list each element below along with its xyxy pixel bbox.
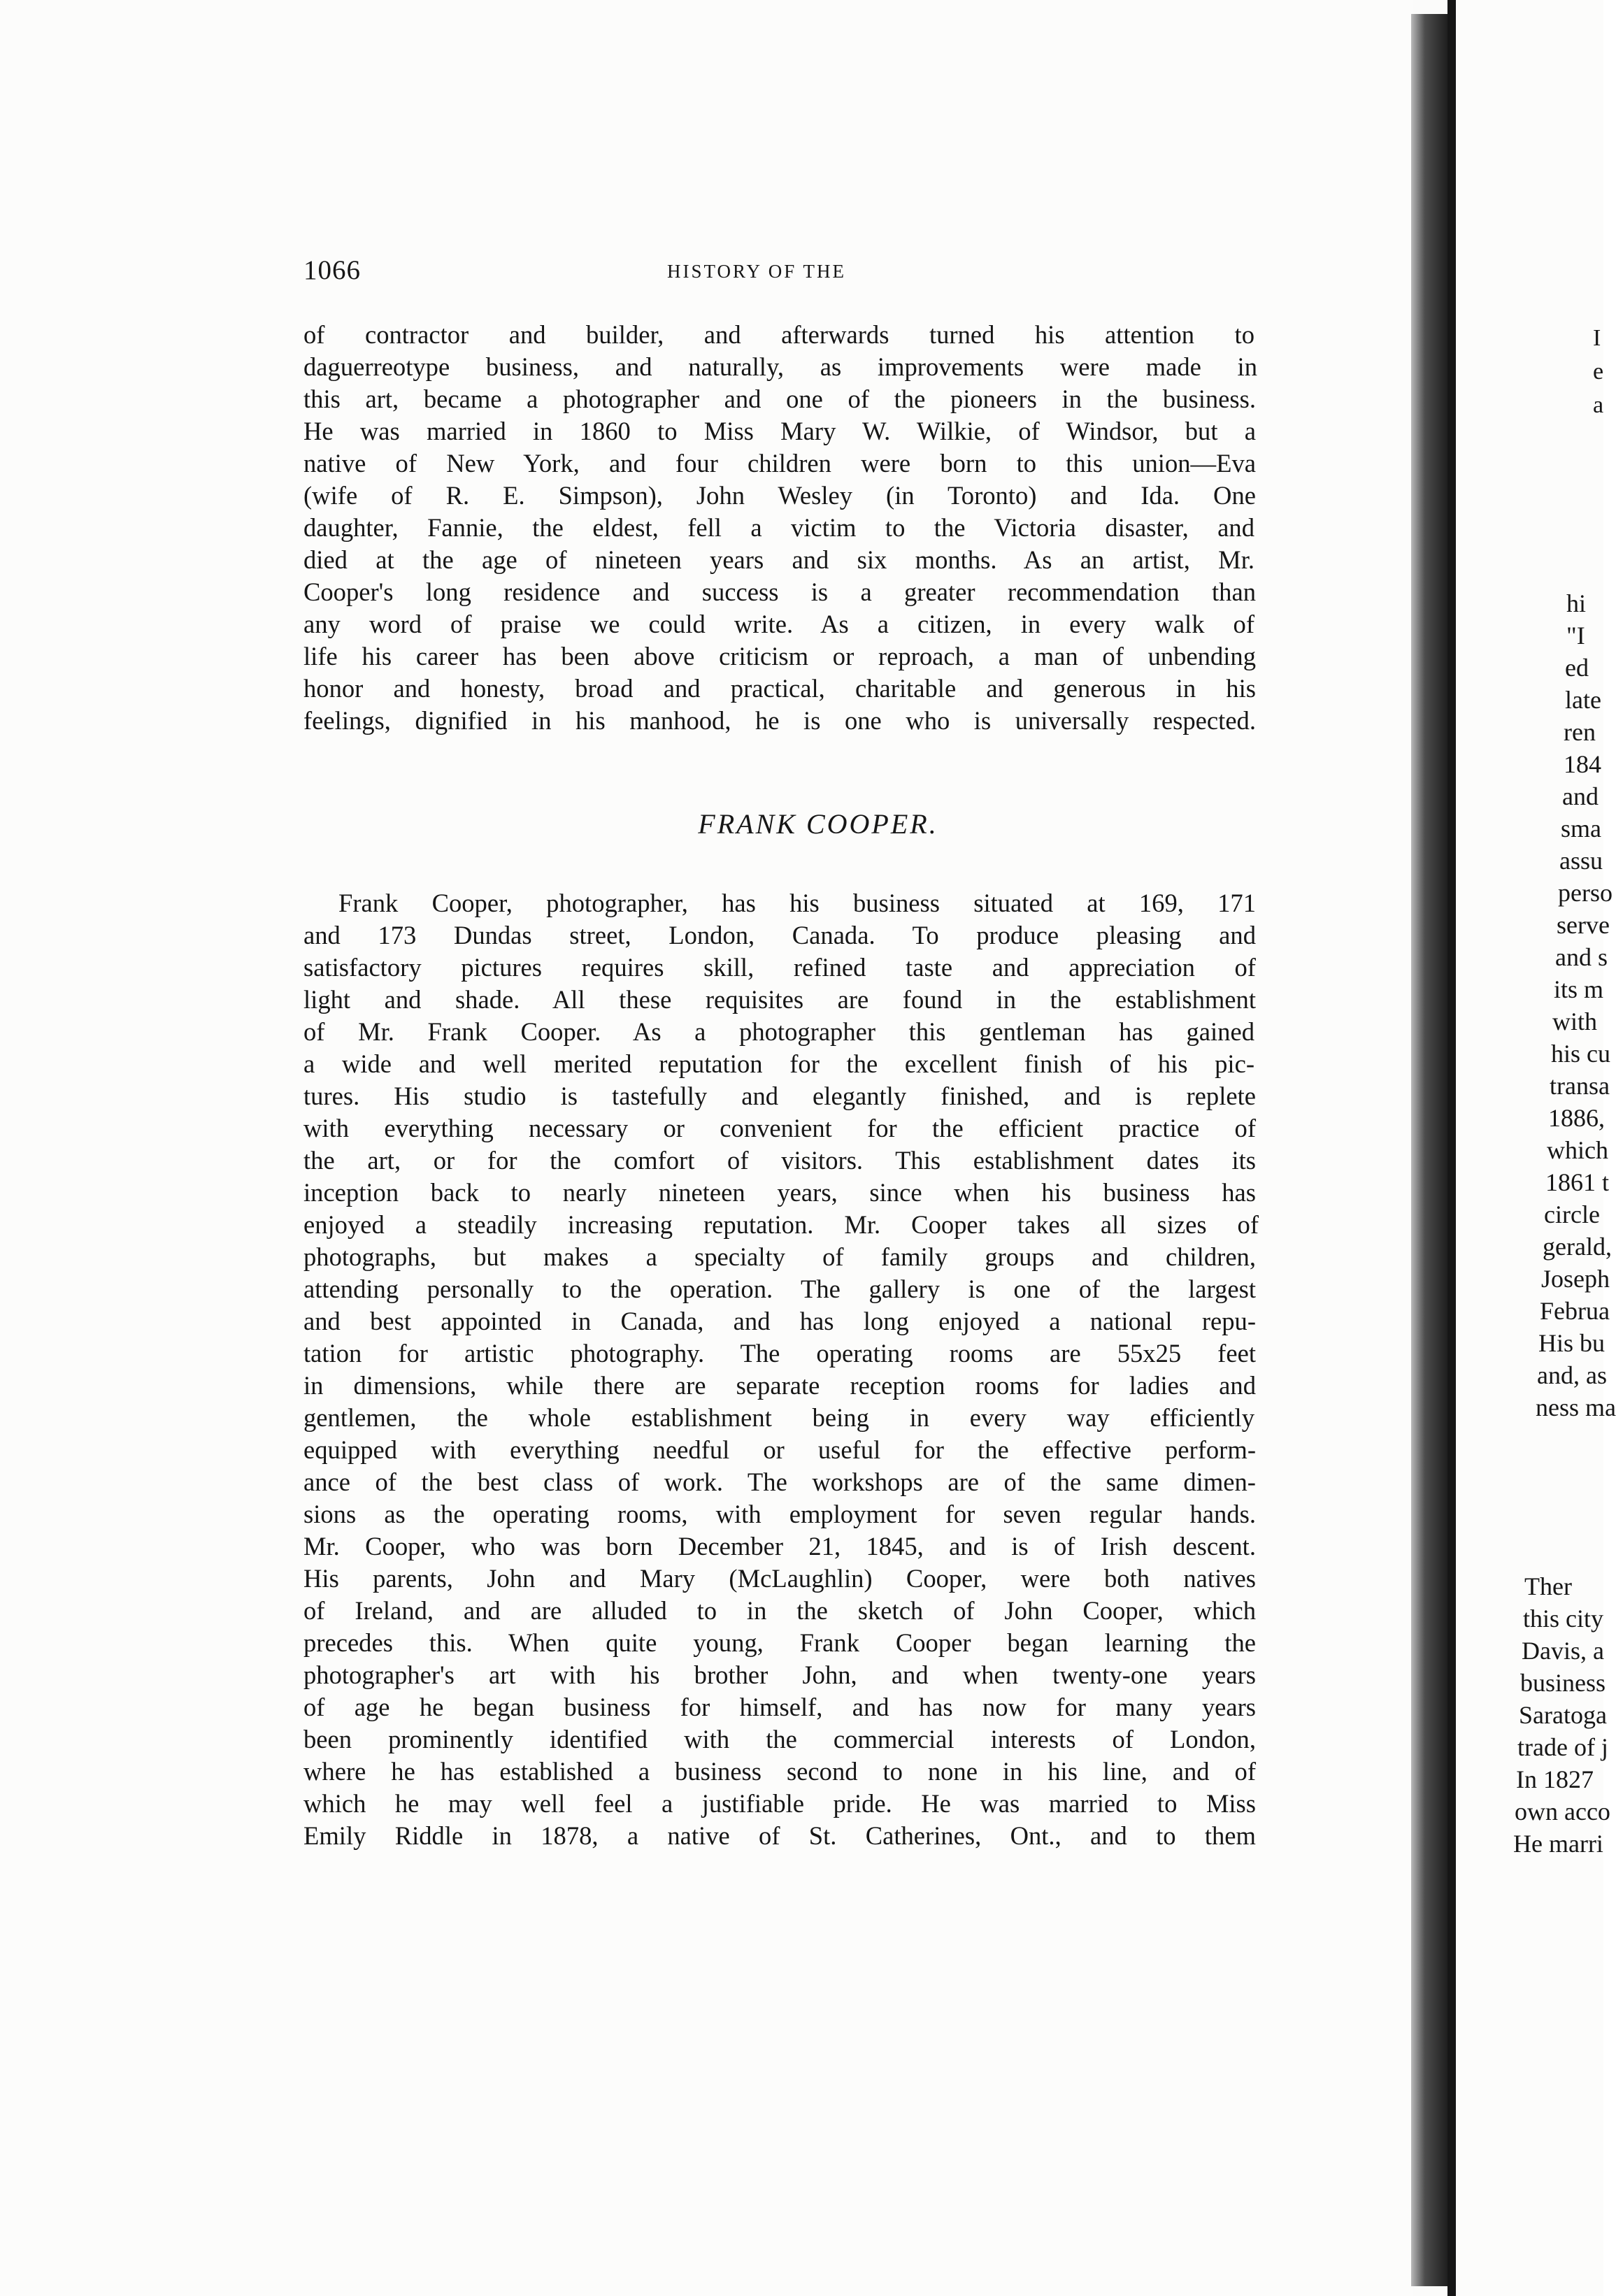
- text-line: of Mr. Frank Cooper. As a photographer this gentleman has gained: [303, 1017, 1254, 1046]
- facing-page-fragment: his cu: [1551, 1040, 1610, 1068]
- text-line: native of New York, and four children were born to this union—Eva: [303, 449, 1256, 478]
- text-line: a wide and well merited reputation for the excellent finish of his pic-: [303, 1049, 1254, 1078]
- text-line: and best appointed in Canada, and has long enjoyed a national repu-: [303, 1307, 1256, 1335]
- page-number: 1066: [303, 255, 361, 285]
- facing-page-fragment: I: [1593, 325, 1601, 351]
- text-line: sions as the operating rooms, with employment for seven regular hands.: [303, 1500, 1256, 1528]
- text-line: tures. His studio is tastefully and elegantly finished, and is replete: [303, 1082, 1256, 1110]
- facing-page-fragment: e: [1593, 359, 1604, 385]
- text-line: of contractor and builder, and afterwards turned his attention to: [303, 320, 1254, 349]
- facing-page-fragment: a: [1593, 392, 1604, 418]
- facing-page-fragment: Davis, a: [1522, 1637, 1604, 1665]
- text-line: His parents, John and Mary (McLaughlin) Cooper, were both natives: [303, 1564, 1256, 1593]
- text-line: this art, became a photographer and one of the pioneers in the business.: [303, 385, 1256, 413]
- text-line: gentlemen, the whole establishment being in every way efficiently: [303, 1403, 1254, 1432]
- text-line: any word of praise we could write. As a citizen, in every walk of: [303, 610, 1254, 638]
- facing-page-fragment: and, as: [1537, 1361, 1607, 1389]
- text-line: of age he began business for himself, and has now for many years: [303, 1693, 1256, 1721]
- facing-page-fragment: trade of j: [1517, 1733, 1608, 1761]
- facing-page: [1456, 0, 1616, 2296]
- text-line: attending personally to the operation. The gallery is one of the largest: [303, 1275, 1256, 1303]
- facing-page-fragment: sma: [1561, 815, 1601, 842]
- text-line: He was married in 1860 to Miss Mary W. Wilkie, of Windsor, but a: [303, 417, 1256, 445]
- text-line: inception back to nearly nineteen years, since when his business has: [303, 1178, 1256, 1207]
- text-line: where he has established a business second to none in his line, and of: [303, 1757, 1256, 1786]
- text-line: and 173 Dundas street, London, Canada. To produce pleasing and: [303, 921, 1256, 949]
- text-line: photographs, but makes a specialty of family groups and children,: [303, 1242, 1256, 1271]
- facing-page-fragment: In 1827: [1516, 1765, 1594, 1793]
- facing-page-fragment: "I: [1566, 622, 1585, 650]
- facing-page-fragment: Februa: [1540, 1297, 1610, 1325]
- running-title: HISTORY OF THE: [667, 261, 847, 282]
- facing-page-fragment: this city: [1523, 1605, 1603, 1633]
- text-line: tation for artistic photography. The operating rooms are 55x25 feet: [303, 1339, 1256, 1368]
- text-line: (wife of R. E. Simpson), John Wesley (in Toronto) and Ida. One: [303, 481, 1256, 510]
- text-line: precedes this. When quite young, Frank Cooper began learning the: [303, 1628, 1256, 1657]
- text-line: with everything necessary or convenient for the efficient practice of: [303, 1114, 1256, 1142]
- facing-page-fragment: Ther: [1524, 1572, 1572, 1600]
- facing-page-fragment: business: [1520, 1669, 1606, 1697]
- text-line: equipped with everything needful or useful for the effective perform-: [303, 1435, 1256, 1464]
- text-line: been prominently identified with the commercial interests of London,: [303, 1725, 1256, 1753]
- facing-page-fragment: which: [1547, 1136, 1608, 1164]
- facing-page-fragment: and: [1562, 782, 1599, 810]
- text-line: Emily Riddle in 1878, a native of St. Catherines, Ont., and to them: [303, 1821, 1256, 1850]
- text-line: Mr. Cooper, who was born December 21, 1845, and is of Irish descent.: [303, 1532, 1256, 1560]
- facing-page-fragment: with: [1552, 1007, 1598, 1035]
- text-line: Cooper's long residence and success is a greater recommendation than: [303, 577, 1256, 606]
- section-heading: FRANK COOPER.: [698, 808, 938, 840]
- facing-page-fragment: its m: [1554, 975, 1604, 1003]
- text-line: Frank Cooper, photographer, has his business situated at 169, 171: [338, 889, 1256, 917]
- page-header: [303, 254, 1254, 289]
- book-spine: [1447, 0, 1456, 2296]
- text-line: life his career has been above criticism or reproach, a man of unbending: [303, 642, 1256, 670]
- text-line: honor and honesty, broad and practical, charitable and generous in his: [303, 674, 1256, 703]
- text-line: of Ireland, and are alluded to in the sketch of John Cooper, which: [303, 1596, 1256, 1625]
- facing-page-fragment: 184: [1564, 750, 1601, 778]
- facing-page-fragment: perso: [1558, 879, 1613, 907]
- text-line: satisfactory pictures requires skill, refined taste and appreciation of: [303, 953, 1256, 982]
- facing-page-fragment: ness ma: [1536, 1393, 1616, 1421]
- facing-page-fragment: ren: [1564, 718, 1596, 746]
- facing-page-fragment: late: [1565, 686, 1601, 714]
- text-line: daughter, Fannie, the eldest, fell a victim to the Victoria disaster, and: [303, 513, 1254, 542]
- text-line: daguerreotype business, and naturally, as improvements were made in: [303, 352, 1257, 381]
- facing-page-fragment: Joseph: [1541, 1265, 1610, 1293]
- facing-page-fragment: transa: [1550, 1072, 1610, 1100]
- text-line: light and shade. All these requisites are found in the establishment: [303, 985, 1256, 1014]
- gutter-shadow: [1411, 14, 1447, 2286]
- facing-page-fragment: circle: [1544, 1200, 1600, 1228]
- facing-page-fragment: ed: [1565, 654, 1589, 682]
- text-line: died at the age of nineteen years and six months. As an artist, Mr.: [303, 545, 1254, 574]
- facing-page-fragment: serve: [1557, 911, 1610, 939]
- text-line: feelings, dignified in his manhood, he is one who is universally respected.: [303, 706, 1256, 735]
- facing-page-fragment: and s: [1555, 943, 1608, 971]
- facing-page-fragment: hi: [1566, 589, 1587, 617]
- text-line: ance of the best class of work. The workshops are of the same dimen-: [303, 1468, 1256, 1496]
- facing-page-fragment: assu: [1559, 847, 1603, 875]
- facing-page-fragment: 1886,: [1548, 1104, 1605, 1132]
- facing-page-fragment: gerald,: [1543, 1233, 1612, 1261]
- text-line: in dimensions, while there are separate reception rooms for ladies and: [303, 1371, 1256, 1400]
- text-line: which he may well feel a justifiable pride. He was married to Miss: [303, 1789, 1256, 1818]
- facing-page-fragment: He marri: [1513, 1830, 1603, 1858]
- facing-page-fragment: His bu: [1538, 1329, 1606, 1357]
- facing-page-fragment: Saratoga: [1519, 1701, 1607, 1729]
- facing-page-fragment: 1861 t: [1545, 1168, 1610, 1196]
- text-line: the art, or for the comfort of visitors. This establishment dates its: [303, 1146, 1256, 1175]
- text-line: enjoyed a steadily increasing reputation. Mr. Cooper takes all sizes of: [303, 1210, 1259, 1239]
- facing-page-fragment: own acco: [1515, 1798, 1610, 1825]
- text-line: photographer's art with his brother John, and when twenty-one years: [303, 1660, 1256, 1689]
